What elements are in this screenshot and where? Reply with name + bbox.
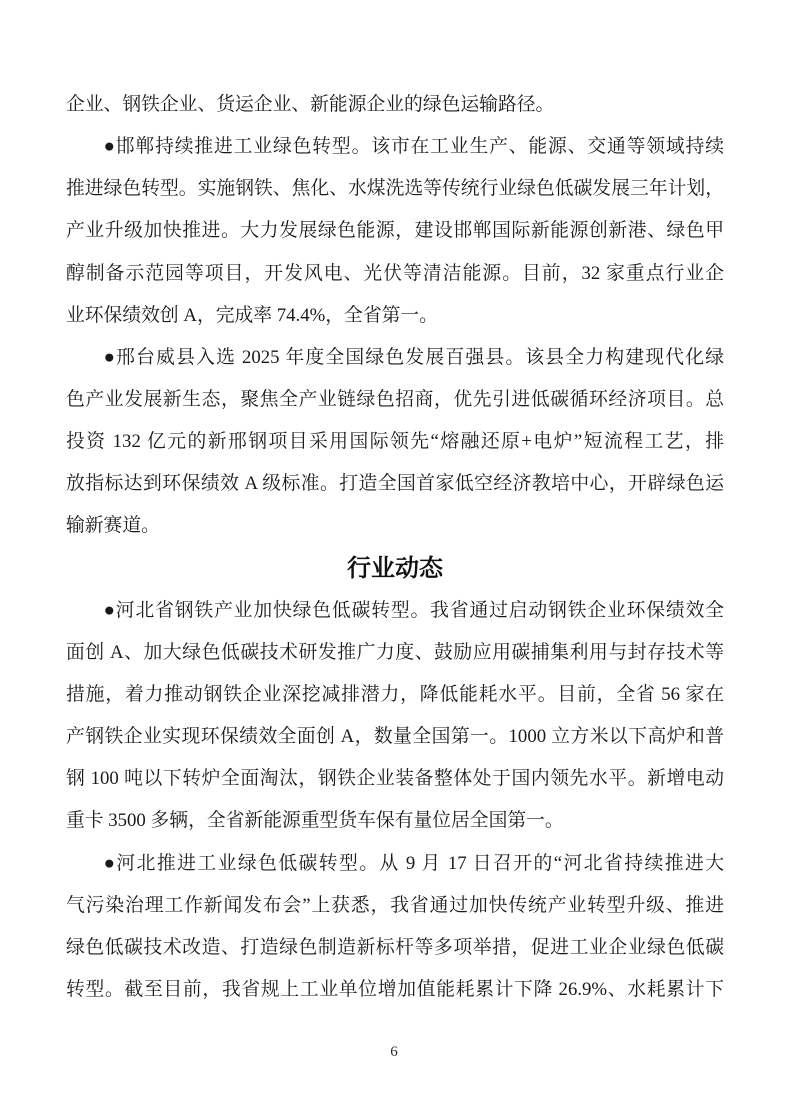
text-line: 推进绿色转型。实施钢铁、焦化、水煤洗选等传统行业绿色低碳发展三年计划， [66, 178, 724, 200]
bulletin-paragraph-handan [66, 126, 724, 337]
page-footer [0, 1041, 788, 1063]
text-line: 放指标达到环保绩效 A 级标准。打造全国首家低空经济教培中心，开辟绿色运 [66, 473, 724, 495]
text-line: 绿色低碳技术改造、打造绿色制造新标杆等多项举措，促进工业企业绿色低碳 [66, 936, 724, 958]
text-line: ●河北省钢铁产业加快绿色低碳转型。我省通过启动钢铁企业环保绩效全 [103, 599, 724, 621]
page-number: 6 [390, 1044, 398, 1060]
text-line: 业环保绩效创 A，完成率 74.4%，全省第一。 [66, 304, 438, 326]
text-line: 气污染治理工作新闻发布会”上获悉，我省通过加快传统产业转型升级、推进 [66, 894, 724, 916]
text-line: ●邢台威县入选 2025 年度全国绿色发展百强县。该县全力构建现代化绿 [103, 346, 724, 368]
bulletin-paragraph-hebei-industrial-transition [66, 843, 724, 1012]
text-line: 色产业发展新生态，聚焦全产业链绿色招商，优先引进低碳循环经济项目。总 [66, 388, 724, 410]
text-line: 转型。截至目前，我省规上工业单位增加值能耗累计下降 26.9%、水耗累计下 [66, 978, 724, 1000]
text-line: 投资 132 亿元的新邢钢项目采用国际领先“熔融还原+电炉”短流程工艺，排 [66, 431, 724, 453]
continuation-text-line: 企业、钢铁企业、货运企业、新能源企业的绿色运输路径。 [66, 94, 555, 115]
text-line: 措施，着力推动钢铁企业深挖减排潜力，降低能耗水平。目前，全省 56 家在 [66, 683, 724, 705]
text-line: 产业升级加快推进。大力发展绿色能源，建设邯郸国际新能源创新港、绿色甲 [66, 220, 724, 242]
document-body [66, 84, 724, 1011]
text-line: 钢 100 吨以下转炉全面淘汰，钢铁企业装备整体处于国内领先水平。新增电动 [66, 768, 724, 790]
text-line: 面创 A、加大绿色低碳技术研发推广力度、鼓励应用碳捕集利用与封存技术等 [66, 641, 724, 663]
text-line: 重卡 3500 多辆，全省新能源重型货车保有量位居全国第一。 [66, 810, 564, 832]
bulletin-paragraph-xingtai-weixian [66, 337, 724, 548]
text-line: 输新赛道。 [66, 515, 160, 537]
bulletin-paragraph-steel-industry [66, 590, 724, 843]
text-line: 产钢铁企业实现环保绩效全面创 A，数量全国第一。1000 立方米以下高炉和普 [66, 726, 724, 748]
section-heading: 行业动态 [347, 554, 443, 582]
text-line: ●邯郸持续推进工业绿色转型。该市在工业生产、能源、交通等领域持续 [103, 136, 724, 158]
text-line: ●河北推进工业绿色低碳转型。从 9 月 17 日召开的“河北省持续推进大 [103, 852, 724, 874]
text-line: 醇制备示范园等项目，开发风电、光伏等清洁能源。目前，32 家重点行业企 [66, 262, 724, 284]
